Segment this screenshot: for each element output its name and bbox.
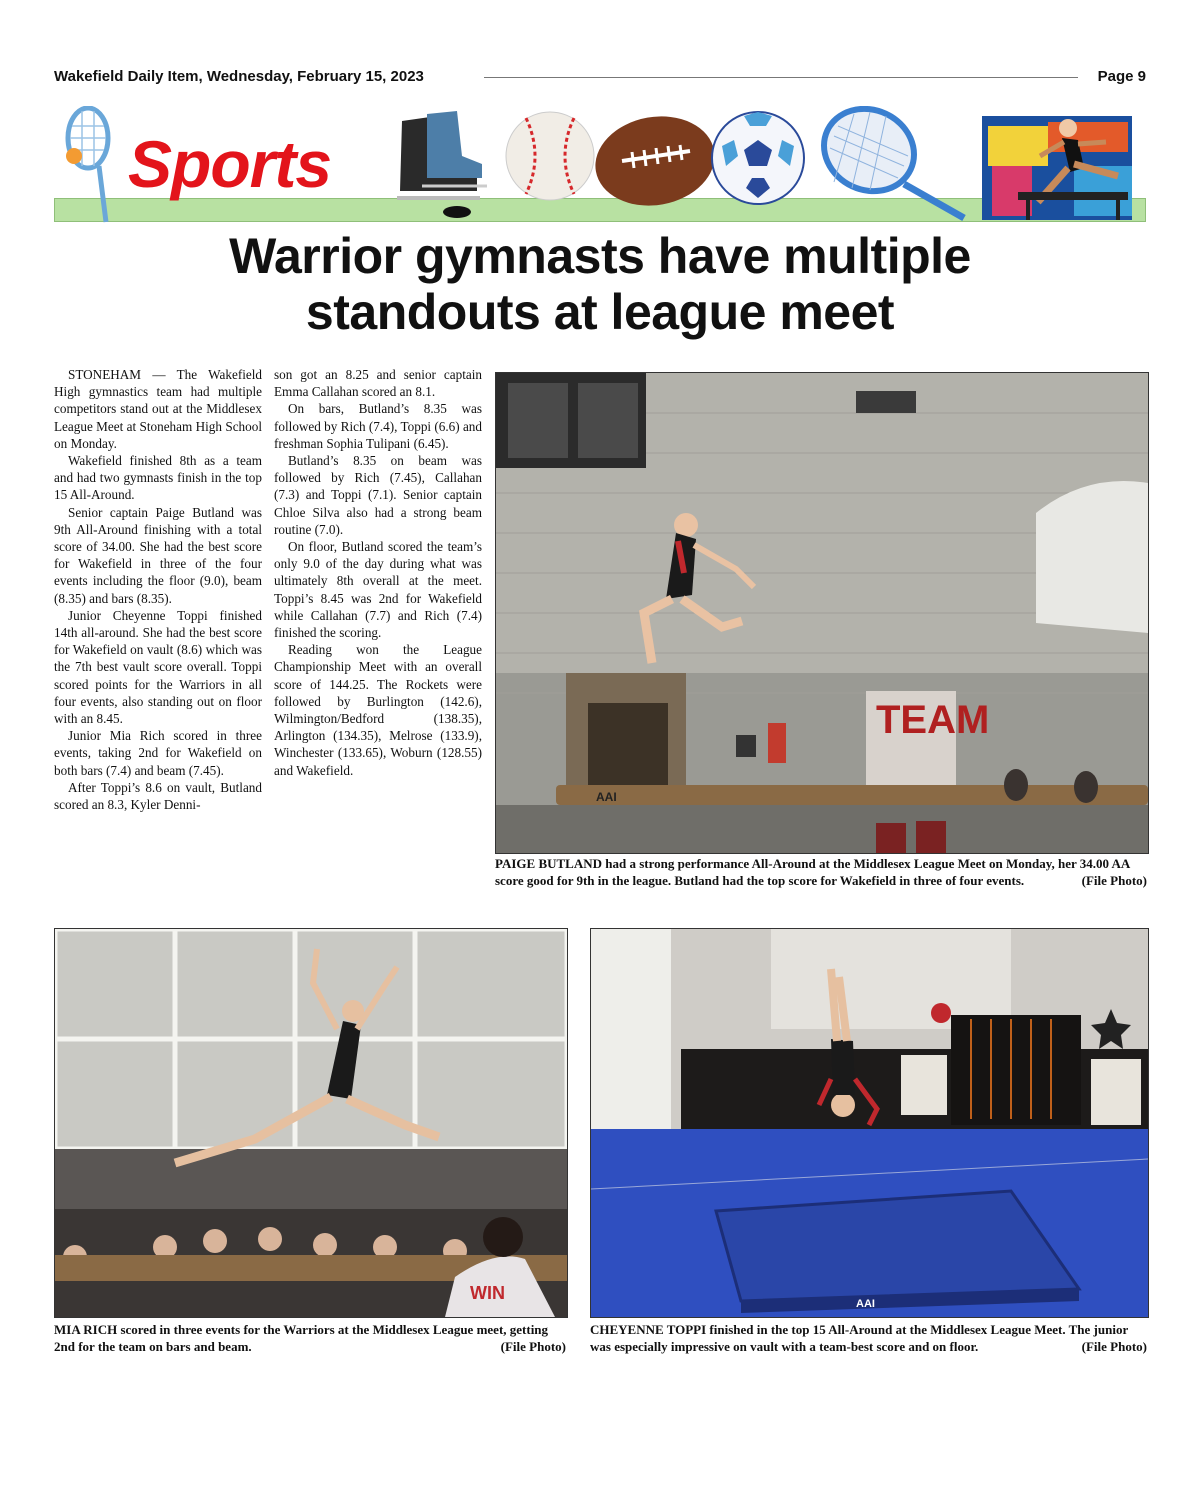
- mat-brand: AAI: [856, 1298, 875, 1310]
- masthead: [54, 66, 1146, 88]
- photo-mia-rich: [54, 928, 568, 1318]
- article-paragraph: On bars, Butland’s 8.35 was followed by Rich (7.4), Toppi (6.6) and freshman Sophia Tulipani (6.45).: [274, 401, 482, 451]
- football-icon: [592, 106, 718, 224]
- sports-banner: [54, 106, 1146, 224]
- article-paragraph: son got an 8.25 and senior captain Emma Callahan scored an 8.1.: [274, 367, 482, 400]
- article-paragraph: After Toppi’s 8.6 on vault, Butland scored an 8.3, Kyler Denni-: [54, 779, 262, 813]
- article-paragraph: Butland’s 8.35 on beam was followed by Rich (7.45), Callahan (7.3) and Toppi (7.1). Senior captain Chloe Silva also had a strong beam routine (7.0).: [274, 453, 482, 537]
- soccer-ball-icon: [708, 106, 808, 210]
- article-paragraph: STONEHAM — The Wakefield High gymnastics team had multiple competitors stand out at the Middlesex League Meet at Stoneham High School on Monday.: [54, 367, 262, 451]
- page-number: Page 9: [1097, 68, 1146, 85]
- headline-line-1: Warrior gymnasts have multiple: [229, 228, 971, 284]
- article-paragraph: Wakefield finished 8th as a team and had two gymnasts finish in the top 15 All-Around.: [54, 453, 262, 503]
- shirt-text: WIN: [470, 1283, 505, 1303]
- caption-text: PAIGE BUTLAND had a strong performance All-Around at the Middlesex League Meet on Monday, her 34.00 AA score good for 9th in the league. Butland had the top score for Wakefield in three of four events.: [495, 856, 1130, 888]
- team-sign: TEAM: [876, 698, 990, 742]
- photo-cheyenne-toppi: [590, 928, 1149, 1318]
- headline-line-2: standouts at league meet: [305, 284, 895, 340]
- photo-credit: (File Photo): [1081, 1338, 1147, 1354]
- photo-caption-2: [54, 1322, 566, 1355]
- article-paragraph: On floor, Butland scored the team’s only 9.0 of the day during what was ultimately 8th overall at the meet. Toppi’s 8.45 was 2nd for Wakefield while Callahan (7.7) and Rich (7.4) finished the scoring.: [274, 539, 482, 641]
- article-paragraph: Reading won the League Championship Meet with an overall score of 144.25. The Rockets were followed by Burlington (142.6), Wilmington/Bedford (138.35), Arlington (134.35), Melrose (133.9), Winchester (133.65), Woburn (128.55) and Wakefield.: [274, 642, 482, 778]
- hurdler-icon: [978, 106, 1142, 224]
- photo-caption-1: [495, 856, 1147, 889]
- headline: [60, 228, 1140, 340]
- caption-text: MIA RICH scored in three events for the Warriors at the Middlesex League meet, getting 2nd for the team on bars and beam.: [54, 1322, 549, 1354]
- baseball-icon: [504, 106, 596, 206]
- tennis-racket-icon: [814, 106, 974, 224]
- beam-brand: AAI: [596, 790, 617, 804]
- lacrosse-stick-icon: [54, 106, 124, 224]
- article-paragraph: Junior Mia Rich scored in three events, taking 2nd for Wakefield on both bars (7.4) and beam (7.45).: [54, 728, 262, 778]
- caption-text: CHEYENNE TOPPI finished in the top 15 All-Around at the Middlesex League Meet. The junior was especially impressive on vault with a team-best score and on floor.: [590, 1322, 1128, 1354]
- article-column-1: [54, 366, 262, 813]
- photo-credit: (File Photo): [1081, 872, 1147, 888]
- publication-date: Wakefield Daily Item, Wednesday, February 15, 2023: [54, 68, 424, 85]
- section-title: Sports: [128, 127, 332, 201]
- photo-credit: (File Photo): [500, 1338, 566, 1354]
- ice-skates-icon: [382, 106, 492, 224]
- article-column-2: [274, 366, 482, 779]
- masthead-rule: [484, 77, 1078, 78]
- photo-paige-butland: [495, 372, 1149, 854]
- article-paragraph: Senior captain Paige Butland was 9th All-Around finishing with a total score of 34.00. She had the best score for Wakefield in three of the four events including the floor (9.0), beam (8.35) and bars (8.35).: [54, 504, 262, 606]
- article-paragraph: Junior Cheyenne Toppi finished 14th all-around. She had the best score for Wakefield on vault (8.6) which was the 7th best vault score overall. Toppi scored points for the Warriors in all four events, also standing out on floor with an 8.45.: [54, 607, 262, 727]
- photo-caption-3: [590, 1322, 1147, 1355]
